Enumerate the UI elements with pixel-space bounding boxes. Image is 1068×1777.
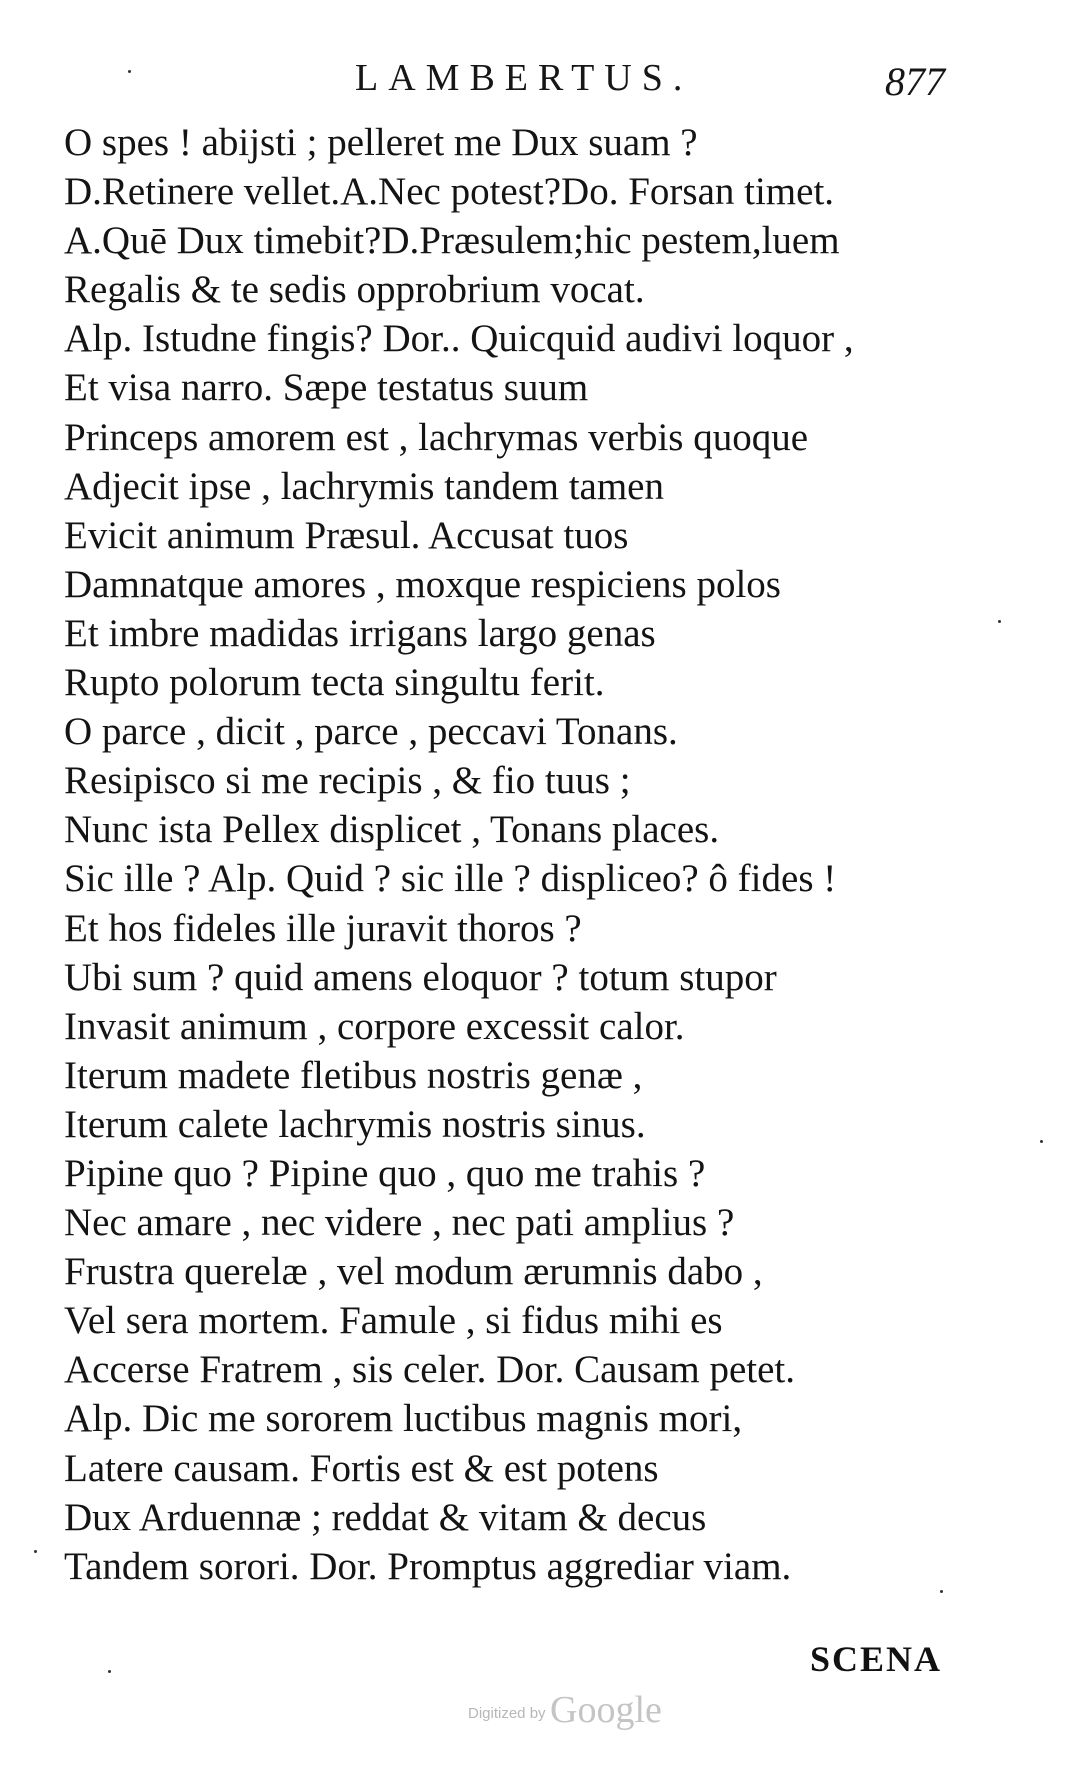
verse-line: Dux Arduennæ ; reddat & vitam & decus bbox=[64, 1495, 707, 1539]
verse-line: O spes ! abijsti ; pelleret me Dux suam ? bbox=[64, 121, 698, 164]
verse-line: Ubi sum ? quid amens eloquor ? totum stupor bbox=[64, 955, 777, 999]
running-head: LAMBERTUS. bbox=[355, 57, 693, 99]
verse-line: Accerse Fratrem , sis celer. Dor. Causam petet. bbox=[64, 1348, 796, 1392]
verse-line: Et imbre madidas irrigans largo genas bbox=[64, 611, 656, 655]
verse-line: Princeps amorem est , lachrymas verbis quoque bbox=[64, 415, 809, 459]
verse-line: Nec amare , nec videre , nec pati amplius ? bbox=[64, 1201, 735, 1245]
verse-line: Adjecit ipse , lachrymis tandem tamen bbox=[64, 464, 664, 508]
verse-line: Evicit animum Præsul. Accusat tuos bbox=[64, 513, 629, 557]
verse-line: Iterum calete lachrymis nostris sinus. bbox=[64, 1102, 646, 1146]
verse-line: Resipisco si me recipis , & fio tuus ; bbox=[64, 759, 631, 803]
verse-line: Regalis & te sedis opprobrium vocat. bbox=[64, 268, 645, 312]
page-number: 877 bbox=[885, 59, 945, 104]
verse-line: Frustra querelæ , vel modum ærumnis dabo , bbox=[64, 1250, 763, 1294]
verse-line: Damnatque amores , moxque respiciens polos bbox=[64, 562, 781, 606]
verse-line: Et visa narro. Sæpe testatus suum bbox=[64, 366, 589, 410]
verse-line: Invasit animum , corpore excessit calor. bbox=[64, 1004, 685, 1048]
verse-line: D.Retinere vellet.A.Nec potest?Do. Forsan timet. bbox=[64, 170, 835, 214]
paper-speck bbox=[998, 620, 1001, 623]
paper-speck bbox=[128, 70, 131, 73]
paper-speck bbox=[108, 1670, 111, 1673]
verse-line: Iterum madete fletibus nostris genæ , bbox=[64, 1053, 643, 1097]
verse-line: O parce , dicit , parce , peccavi Tonans. bbox=[64, 710, 678, 754]
verse-text bbox=[64, 118, 964, 1591]
verse-line: Tandem sorori. Dor. Promptus aggrediar viam. bbox=[64, 1544, 792, 1588]
catchword: SCENA bbox=[810, 1639, 943, 1679]
watermark-prefix: Digitized by bbox=[468, 1705, 546, 1722]
google-logo: Google bbox=[550, 1689, 662, 1731]
paper-speck bbox=[940, 1590, 943, 1593]
verse-line: Latere causam. Fortis est & est potens bbox=[64, 1446, 659, 1490]
digitization-watermark bbox=[468, 1688, 662, 1731]
verse-line: Et hos fideles ille juravit thoros ? bbox=[64, 906, 582, 950]
verse-line: Rupto polorum tecta singultu ferit. bbox=[64, 661, 605, 705]
paper-speck bbox=[34, 1550, 37, 1553]
verse-line: Pipine quo ? Pipine quo , quo me trahis ? bbox=[64, 1151, 706, 1195]
page-header bbox=[0, 56, 1068, 106]
verse-line: Nunc ista Pellex displicet , Tonans places. bbox=[64, 808, 720, 852]
verse-line: Sic ille ? Alp. Quid ? sic ille ? displiceo? ô fides ! bbox=[64, 857, 837, 901]
verse-line: A.Quē Dux timebit?D.Præsulem;hic pestem,luem bbox=[64, 219, 840, 263]
verse-line: Alp. Istudne fingis? Dor.. Quicquid audivi loquor , bbox=[64, 317, 854, 361]
paper-speck bbox=[1040, 1140, 1043, 1143]
verse-line: Alp. Dic me sororem luctibus magnis mori, bbox=[64, 1397, 743, 1441]
verse-line: Vel sera mortem. Famule , si fidus mihi es bbox=[64, 1299, 723, 1343]
